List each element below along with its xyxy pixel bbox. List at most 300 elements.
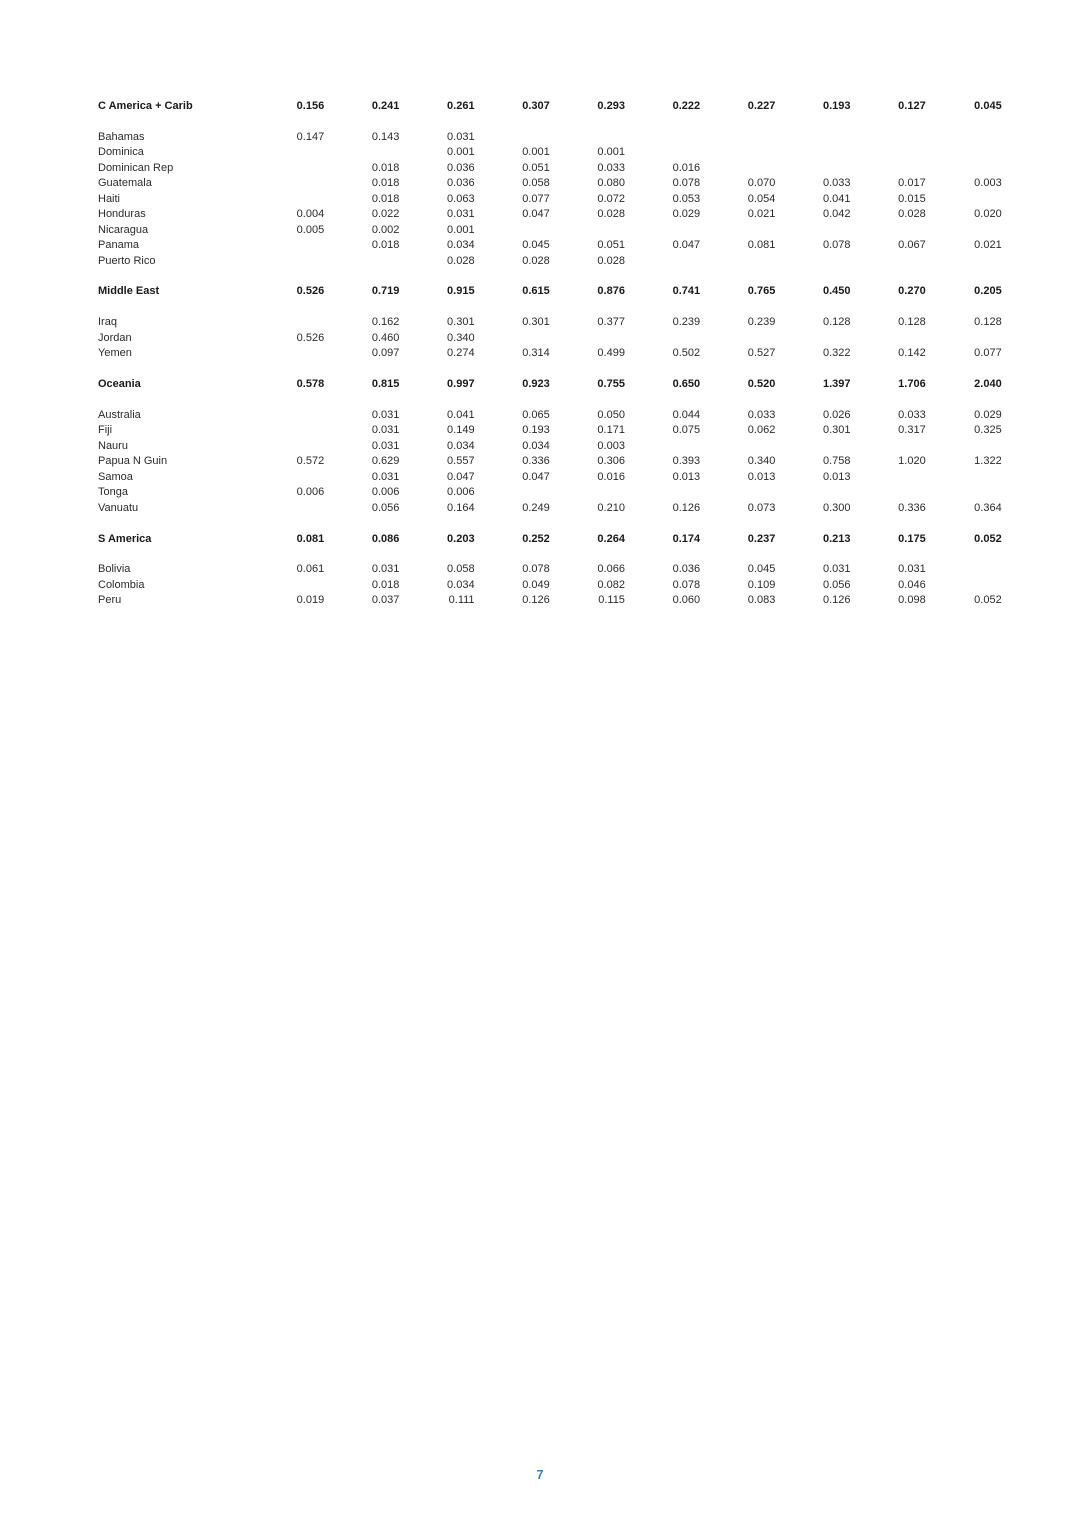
country-row bbox=[98, 315, 1002, 330]
country-value bbox=[775, 130, 850, 145]
country-value: 0.060 bbox=[672, 594, 701, 607]
spacer-row bbox=[98, 362, 1002, 377]
country-value: 0.098 bbox=[898, 594, 926, 607]
country-value bbox=[775, 145, 850, 160]
country-value: 0.018 bbox=[371, 578, 400, 591]
country-value bbox=[249, 408, 324, 423]
country-value bbox=[249, 254, 324, 269]
country-value: 0.301 bbox=[447, 316, 475, 329]
page-number: 7 bbox=[536, 1467, 544, 1482]
country-value: 0.047 bbox=[522, 470, 550, 483]
country-value: 0.013 bbox=[672, 470, 701, 483]
country-value: 0.126 bbox=[822, 594, 851, 607]
country-value: 0.301 bbox=[822, 424, 851, 437]
country-value: 0.003 bbox=[597, 439, 625, 452]
country-value bbox=[851, 161, 926, 176]
country-value: 0.045 bbox=[747, 563, 776, 576]
country-value: 0.126 bbox=[672, 501, 701, 514]
region-total-value: 0.876 bbox=[597, 285, 625, 298]
country-value bbox=[249, 176, 324, 191]
country-row bbox=[98, 408, 1002, 423]
country-value: 0.050 bbox=[597, 408, 625, 421]
country-value: 0.527 bbox=[747, 347, 776, 360]
country-value: 0.758 bbox=[822, 455, 851, 468]
region-total-value: 0.241 bbox=[371, 100, 400, 112]
country-value bbox=[851, 485, 926, 500]
spacer-row bbox=[98, 393, 1002, 408]
country-value: 0.031 bbox=[371, 563, 400, 576]
country-value: 0.047 bbox=[447, 470, 475, 483]
country-value: 0.128 bbox=[822, 316, 851, 329]
country-row bbox=[98, 145, 1002, 160]
table-body bbox=[98, 99, 1002, 609]
region-total-value: 0.293 bbox=[597, 100, 625, 112]
region-total-value: 0.086 bbox=[371, 532, 400, 545]
country-value: 0.067 bbox=[898, 239, 926, 252]
country-value bbox=[249, 238, 324, 253]
country-value bbox=[926, 254, 1002, 269]
country-name: Samoa bbox=[98, 470, 133, 483]
country-value: 0.028 bbox=[597, 254, 625, 267]
country-name: Peru bbox=[98, 594, 122, 607]
country-value: 0.063 bbox=[447, 192, 475, 205]
region-total-value: 0.741 bbox=[672, 285, 701, 298]
country-value bbox=[249, 346, 324, 361]
country-name: Australia bbox=[98, 408, 141, 421]
country-value: 0.003 bbox=[974, 177, 1002, 190]
region-total-row bbox=[98, 532, 1002, 547]
country-name: Panama bbox=[98, 239, 139, 252]
country-value: 0.021 bbox=[747, 208, 776, 221]
country-row bbox=[98, 254, 1002, 269]
country-value: 0.078 bbox=[672, 177, 701, 190]
country-value: 0.036 bbox=[447, 161, 475, 174]
country-value: 0.078 bbox=[822, 239, 851, 252]
country-value: 0.056 bbox=[822, 578, 851, 591]
country-value bbox=[851, 130, 926, 145]
country-value: 0.013 bbox=[822, 470, 851, 483]
country-value: 0.066 bbox=[597, 563, 625, 576]
country-value: 0.047 bbox=[672, 239, 701, 252]
country-value bbox=[775, 439, 850, 454]
country-row bbox=[98, 176, 1002, 191]
country-value: 0.013 bbox=[747, 470, 776, 483]
country-value: 0.031 bbox=[898, 563, 926, 576]
country-value bbox=[851, 470, 926, 485]
region-name: S America bbox=[98, 532, 152, 545]
country-value: 0.056 bbox=[371, 501, 400, 514]
country-value: 0.128 bbox=[974, 316, 1002, 329]
country-value bbox=[249, 192, 324, 207]
region-total-value: 0.227 bbox=[747, 100, 776, 112]
country-name: Colombia bbox=[98, 578, 145, 591]
country-value: 0.210 bbox=[597, 501, 625, 514]
country-value: 0.072 bbox=[597, 192, 625, 205]
country-value: 0.045 bbox=[522, 239, 550, 252]
region-total-value: 0.175 bbox=[898, 532, 926, 545]
country-row bbox=[98, 238, 1002, 253]
country-value: 0.249 bbox=[522, 501, 550, 514]
region-total-value: 0.915 bbox=[447, 285, 475, 298]
country-value bbox=[625, 439, 700, 454]
country-value: 0.075 bbox=[672, 424, 701, 437]
region-total-value: 0.450 bbox=[822, 285, 851, 298]
country-value: 0.340 bbox=[447, 331, 475, 344]
country-value: 0.017 bbox=[898, 177, 926, 190]
country-value bbox=[475, 485, 550, 500]
region-name: Middle East bbox=[98, 285, 160, 298]
country-value bbox=[775, 161, 850, 176]
region-total-row bbox=[98, 284, 1002, 299]
region-total-value: 0.261 bbox=[447, 100, 475, 112]
region-name: Oceania bbox=[98, 378, 141, 391]
country-value: 0.162 bbox=[371, 316, 400, 329]
country-value bbox=[625, 254, 700, 269]
country-value: 0.081 bbox=[747, 239, 776, 252]
region-total-value: 0.252 bbox=[522, 532, 550, 545]
country-value: 0.034 bbox=[447, 439, 475, 452]
country-value bbox=[700, 331, 775, 346]
country-value bbox=[700, 485, 775, 500]
country-value: 0.001 bbox=[597, 146, 625, 159]
country-value bbox=[625, 485, 700, 500]
country-value: 0.015 bbox=[898, 192, 926, 205]
country-value: 0.031 bbox=[371, 439, 400, 452]
country-row bbox=[98, 331, 1002, 346]
country-value: 1.020 bbox=[898, 455, 926, 468]
country-value: 0.193 bbox=[522, 424, 550, 437]
region-total-value: 0.520 bbox=[747, 378, 776, 391]
region-total-value: 1.397 bbox=[822, 378, 851, 391]
country-value: 0.019 bbox=[296, 594, 325, 607]
country-value bbox=[700, 223, 775, 238]
region-total-value: 0.578 bbox=[296, 378, 325, 391]
country-value: 0.034 bbox=[447, 239, 475, 252]
country-name: Haiti bbox=[98, 192, 121, 205]
country-value bbox=[700, 254, 775, 269]
country-value: 0.028 bbox=[898, 208, 926, 221]
country-value bbox=[851, 223, 926, 238]
country-row bbox=[98, 192, 1002, 207]
region-total-value: 0.997 bbox=[447, 378, 475, 391]
country-value: 0.115 bbox=[598, 594, 625, 607]
country-value bbox=[775, 254, 850, 269]
country-value: 0.336 bbox=[898, 501, 926, 514]
region-total-value: 0.923 bbox=[522, 378, 550, 391]
country-value: 0.322 bbox=[822, 347, 851, 360]
region-total-value: 1.706 bbox=[898, 378, 926, 391]
country-row bbox=[98, 423, 1002, 438]
country-value: 0.062 bbox=[747, 424, 776, 437]
spacer-row bbox=[98, 269, 1002, 284]
country-row bbox=[98, 223, 1002, 238]
country-row bbox=[98, 470, 1002, 485]
country-value bbox=[550, 485, 625, 500]
region-total-value: 0.222 bbox=[672, 100, 701, 112]
country-value: 0.301 bbox=[522, 316, 550, 329]
country-value: 0.142 bbox=[898, 347, 926, 360]
region-total-value: 0.264 bbox=[597, 532, 625, 545]
country-value: 0.031 bbox=[447, 208, 475, 221]
country-value: 0.070 bbox=[747, 177, 776, 190]
country-value: 0.078 bbox=[522, 563, 550, 576]
country-row bbox=[98, 130, 1002, 145]
country-value: 0.033 bbox=[747, 408, 776, 421]
country-value bbox=[249, 439, 324, 454]
country-value bbox=[926, 145, 1002, 160]
country-value: 0.031 bbox=[371, 408, 400, 421]
country-value bbox=[475, 223, 550, 238]
country-value: 0.006 bbox=[371, 486, 400, 499]
country-value: 0.557 bbox=[447, 455, 475, 468]
country-row bbox=[98, 593, 1002, 608]
region-total-value: 0.174 bbox=[672, 532, 701, 545]
country-value bbox=[550, 223, 625, 238]
country-value: 0.629 bbox=[371, 455, 400, 468]
country-value bbox=[926, 578, 1002, 593]
country-value: 0.034 bbox=[522, 439, 550, 452]
country-value: 0.109 bbox=[747, 578, 776, 591]
region-total-value: 0.765 bbox=[747, 285, 776, 298]
country-value bbox=[700, 145, 775, 160]
country-value: 0.078 bbox=[672, 578, 701, 591]
country-value: 0.031 bbox=[371, 424, 400, 437]
country-row bbox=[98, 161, 1002, 176]
region-total-value: 0.237 bbox=[747, 532, 776, 545]
country-row bbox=[98, 485, 1002, 500]
country-value bbox=[851, 331, 926, 346]
country-value bbox=[775, 223, 850, 238]
country-value bbox=[926, 470, 1002, 485]
country-value bbox=[475, 130, 550, 145]
country-value bbox=[851, 254, 926, 269]
country-value: 0.082 bbox=[597, 578, 625, 591]
region-name: C America + Carib bbox=[98, 100, 193, 112]
country-value: 0.143 bbox=[371, 130, 400, 143]
country-value bbox=[625, 145, 700, 160]
country-name: Bolivia bbox=[98, 563, 131, 576]
country-value bbox=[700, 161, 775, 176]
country-value bbox=[324, 254, 399, 269]
country-value bbox=[249, 501, 324, 516]
country-value: 0.042 bbox=[822, 208, 851, 221]
country-name: Nicaragua bbox=[98, 223, 149, 236]
country-value: 0.061 bbox=[296, 563, 325, 576]
country-value: 0.028 bbox=[597, 208, 625, 221]
country-value: 0.149 bbox=[447, 424, 475, 437]
country-name: Tonga bbox=[98, 486, 128, 499]
country-row bbox=[98, 439, 1002, 454]
country-name: Jordan bbox=[98, 331, 132, 344]
country-value: 0.047 bbox=[522, 208, 550, 221]
country-name: Dominica bbox=[98, 146, 144, 159]
country-value bbox=[926, 192, 1002, 207]
country-name: Nauru bbox=[98, 439, 128, 452]
country-value bbox=[550, 331, 625, 346]
regional-data-table bbox=[98, 99, 1002, 609]
region-total-value: 0.650 bbox=[672, 378, 701, 391]
country-value: 0.018 bbox=[371, 161, 400, 174]
country-value: 0.028 bbox=[522, 254, 550, 267]
region-total-value: 0.045 bbox=[974, 100, 1002, 112]
country-row bbox=[98, 454, 1002, 469]
country-value: 0.111 bbox=[448, 594, 475, 607]
country-name: Dominican Rep bbox=[98, 161, 174, 174]
country-value: 0.018 bbox=[371, 239, 400, 252]
region-total-value: 0.815 bbox=[371, 378, 400, 391]
region-total-row bbox=[98, 377, 1002, 392]
country-value: 0.239 bbox=[672, 316, 701, 329]
country-value: 0.051 bbox=[597, 239, 625, 252]
country-value: 0.020 bbox=[974, 208, 1002, 221]
country-value: 0.041 bbox=[822, 192, 851, 205]
country-value: 0.054 bbox=[747, 192, 776, 205]
country-value: 0.031 bbox=[822, 563, 851, 576]
country-value: 0.058 bbox=[522, 177, 550, 190]
country-name: Puerto Rico bbox=[98, 254, 156, 267]
country-name: Iraq bbox=[98, 316, 117, 329]
country-value bbox=[926, 130, 1002, 145]
region-total-value: 0.156 bbox=[296, 100, 325, 112]
country-value: 0.028 bbox=[447, 254, 475, 267]
region-total-value: 0.052 bbox=[974, 532, 1002, 545]
country-value: 0.274 bbox=[447, 347, 475, 360]
country-value: 0.083 bbox=[747, 594, 776, 607]
country-value bbox=[324, 145, 399, 160]
country-value: 0.077 bbox=[974, 347, 1002, 360]
region-total-row bbox=[98, 99, 1002, 114]
country-value bbox=[550, 130, 625, 145]
country-value bbox=[625, 130, 700, 145]
country-value: 0.004 bbox=[296, 208, 325, 221]
country-value: 0.034 bbox=[447, 578, 475, 591]
region-total-value: 2.040 bbox=[974, 378, 1002, 391]
country-value bbox=[926, 439, 1002, 454]
country-row bbox=[98, 346, 1002, 361]
country-value: 0.126 bbox=[522, 594, 550, 607]
country-value bbox=[926, 223, 1002, 238]
spacer-row bbox=[98, 114, 1002, 129]
country-value: 0.033 bbox=[822, 177, 851, 190]
country-value: 0.036 bbox=[447, 177, 475, 190]
country-value bbox=[249, 423, 324, 438]
country-value: 0.325 bbox=[974, 424, 1002, 437]
country-value: 0.033 bbox=[898, 408, 926, 421]
country-value bbox=[249, 578, 324, 593]
country-row bbox=[98, 207, 1002, 222]
country-value: 0.052 bbox=[974, 594, 1002, 607]
country-row bbox=[98, 501, 1002, 516]
country-value bbox=[700, 130, 775, 145]
country-value: 0.001 bbox=[447, 223, 475, 236]
country-value: 0.526 bbox=[296, 331, 325, 344]
spacer-row bbox=[98, 516, 1002, 531]
country-value bbox=[775, 485, 850, 500]
region-total-value: 0.205 bbox=[974, 285, 1002, 298]
country-value: 0.018 bbox=[371, 177, 400, 190]
country-value: 0.001 bbox=[522, 146, 550, 159]
country-value bbox=[775, 331, 850, 346]
country-value: 0.005 bbox=[296, 223, 325, 236]
country-value: 0.036 bbox=[672, 563, 701, 576]
country-value: 0.026 bbox=[822, 408, 851, 421]
country-value: 0.037 bbox=[371, 594, 400, 607]
region-total-value: 0.203 bbox=[447, 532, 475, 545]
country-value: 0.006 bbox=[447, 486, 475, 499]
country-value: 0.077 bbox=[522, 192, 550, 205]
country-value: 0.314 bbox=[522, 347, 550, 360]
country-value: 0.046 bbox=[898, 578, 926, 591]
country-value: 0.053 bbox=[672, 192, 701, 205]
country-value bbox=[851, 439, 926, 454]
country-value: 0.572 bbox=[296, 455, 325, 468]
country-value: 0.171 bbox=[597, 424, 625, 437]
country-value: 0.029 bbox=[974, 408, 1002, 421]
country-name: Guatemala bbox=[98, 177, 152, 190]
country-value bbox=[700, 439, 775, 454]
country-value: 0.300 bbox=[822, 501, 851, 514]
country-value bbox=[926, 562, 1002, 577]
country-name: Bahamas bbox=[98, 130, 145, 143]
region-total-value: 0.615 bbox=[522, 285, 550, 298]
region-total-value: 0.755 bbox=[597, 378, 625, 391]
region-total-value: 0.719 bbox=[371, 285, 400, 298]
country-value bbox=[851, 145, 926, 160]
country-value: 0.073 bbox=[747, 501, 776, 514]
country-value: 0.502 bbox=[672, 347, 701, 360]
country-value: 0.317 bbox=[898, 424, 926, 437]
country-value: 0.001 bbox=[447, 146, 475, 159]
country-value bbox=[625, 223, 700, 238]
country-value: 0.021 bbox=[974, 239, 1002, 252]
country-value: 0.049 bbox=[522, 578, 550, 591]
region-total-value: 0.081 bbox=[296, 532, 325, 545]
country-value: 0.460 bbox=[371, 331, 400, 344]
country-value: 0.147 bbox=[296, 130, 325, 143]
country-name: Honduras bbox=[98, 208, 146, 221]
spacer-row bbox=[98, 547, 1002, 562]
country-value: 0.033 bbox=[597, 161, 625, 174]
country-value: 0.340 bbox=[747, 455, 776, 468]
country-value: 0.065 bbox=[522, 408, 550, 421]
country-value: 0.080 bbox=[597, 177, 625, 190]
region-total-value: 0.526 bbox=[296, 285, 325, 298]
country-value bbox=[926, 161, 1002, 176]
country-value: 0.364 bbox=[974, 501, 1002, 514]
country-value: 0.002 bbox=[371, 223, 400, 236]
country-value: 0.377 bbox=[597, 316, 625, 329]
country-value bbox=[926, 485, 1002, 500]
country-value: 0.018 bbox=[371, 192, 400, 205]
country-value: 0.031 bbox=[371, 470, 400, 483]
country-value: 0.164 bbox=[447, 501, 475, 514]
country-value: 0.044 bbox=[672, 408, 701, 421]
region-total-value: 0.307 bbox=[522, 100, 550, 112]
country-value: 0.041 bbox=[447, 408, 475, 421]
spacer-row bbox=[98, 300, 1002, 315]
country-value bbox=[926, 331, 1002, 346]
region-total-value: 0.270 bbox=[898, 285, 926, 298]
country-name: Fiji bbox=[98, 424, 113, 437]
country-value: 0.393 bbox=[672, 455, 701, 468]
country-value bbox=[249, 470, 324, 485]
country-value: 0.097 bbox=[371, 347, 400, 360]
country-value: 1.322 bbox=[974, 455, 1002, 468]
country-value: 0.006 bbox=[296, 486, 325, 499]
country-name: Yemen bbox=[98, 347, 132, 360]
country-name: Papua N Guin bbox=[98, 455, 168, 468]
country-value: 0.058 bbox=[447, 563, 475, 576]
